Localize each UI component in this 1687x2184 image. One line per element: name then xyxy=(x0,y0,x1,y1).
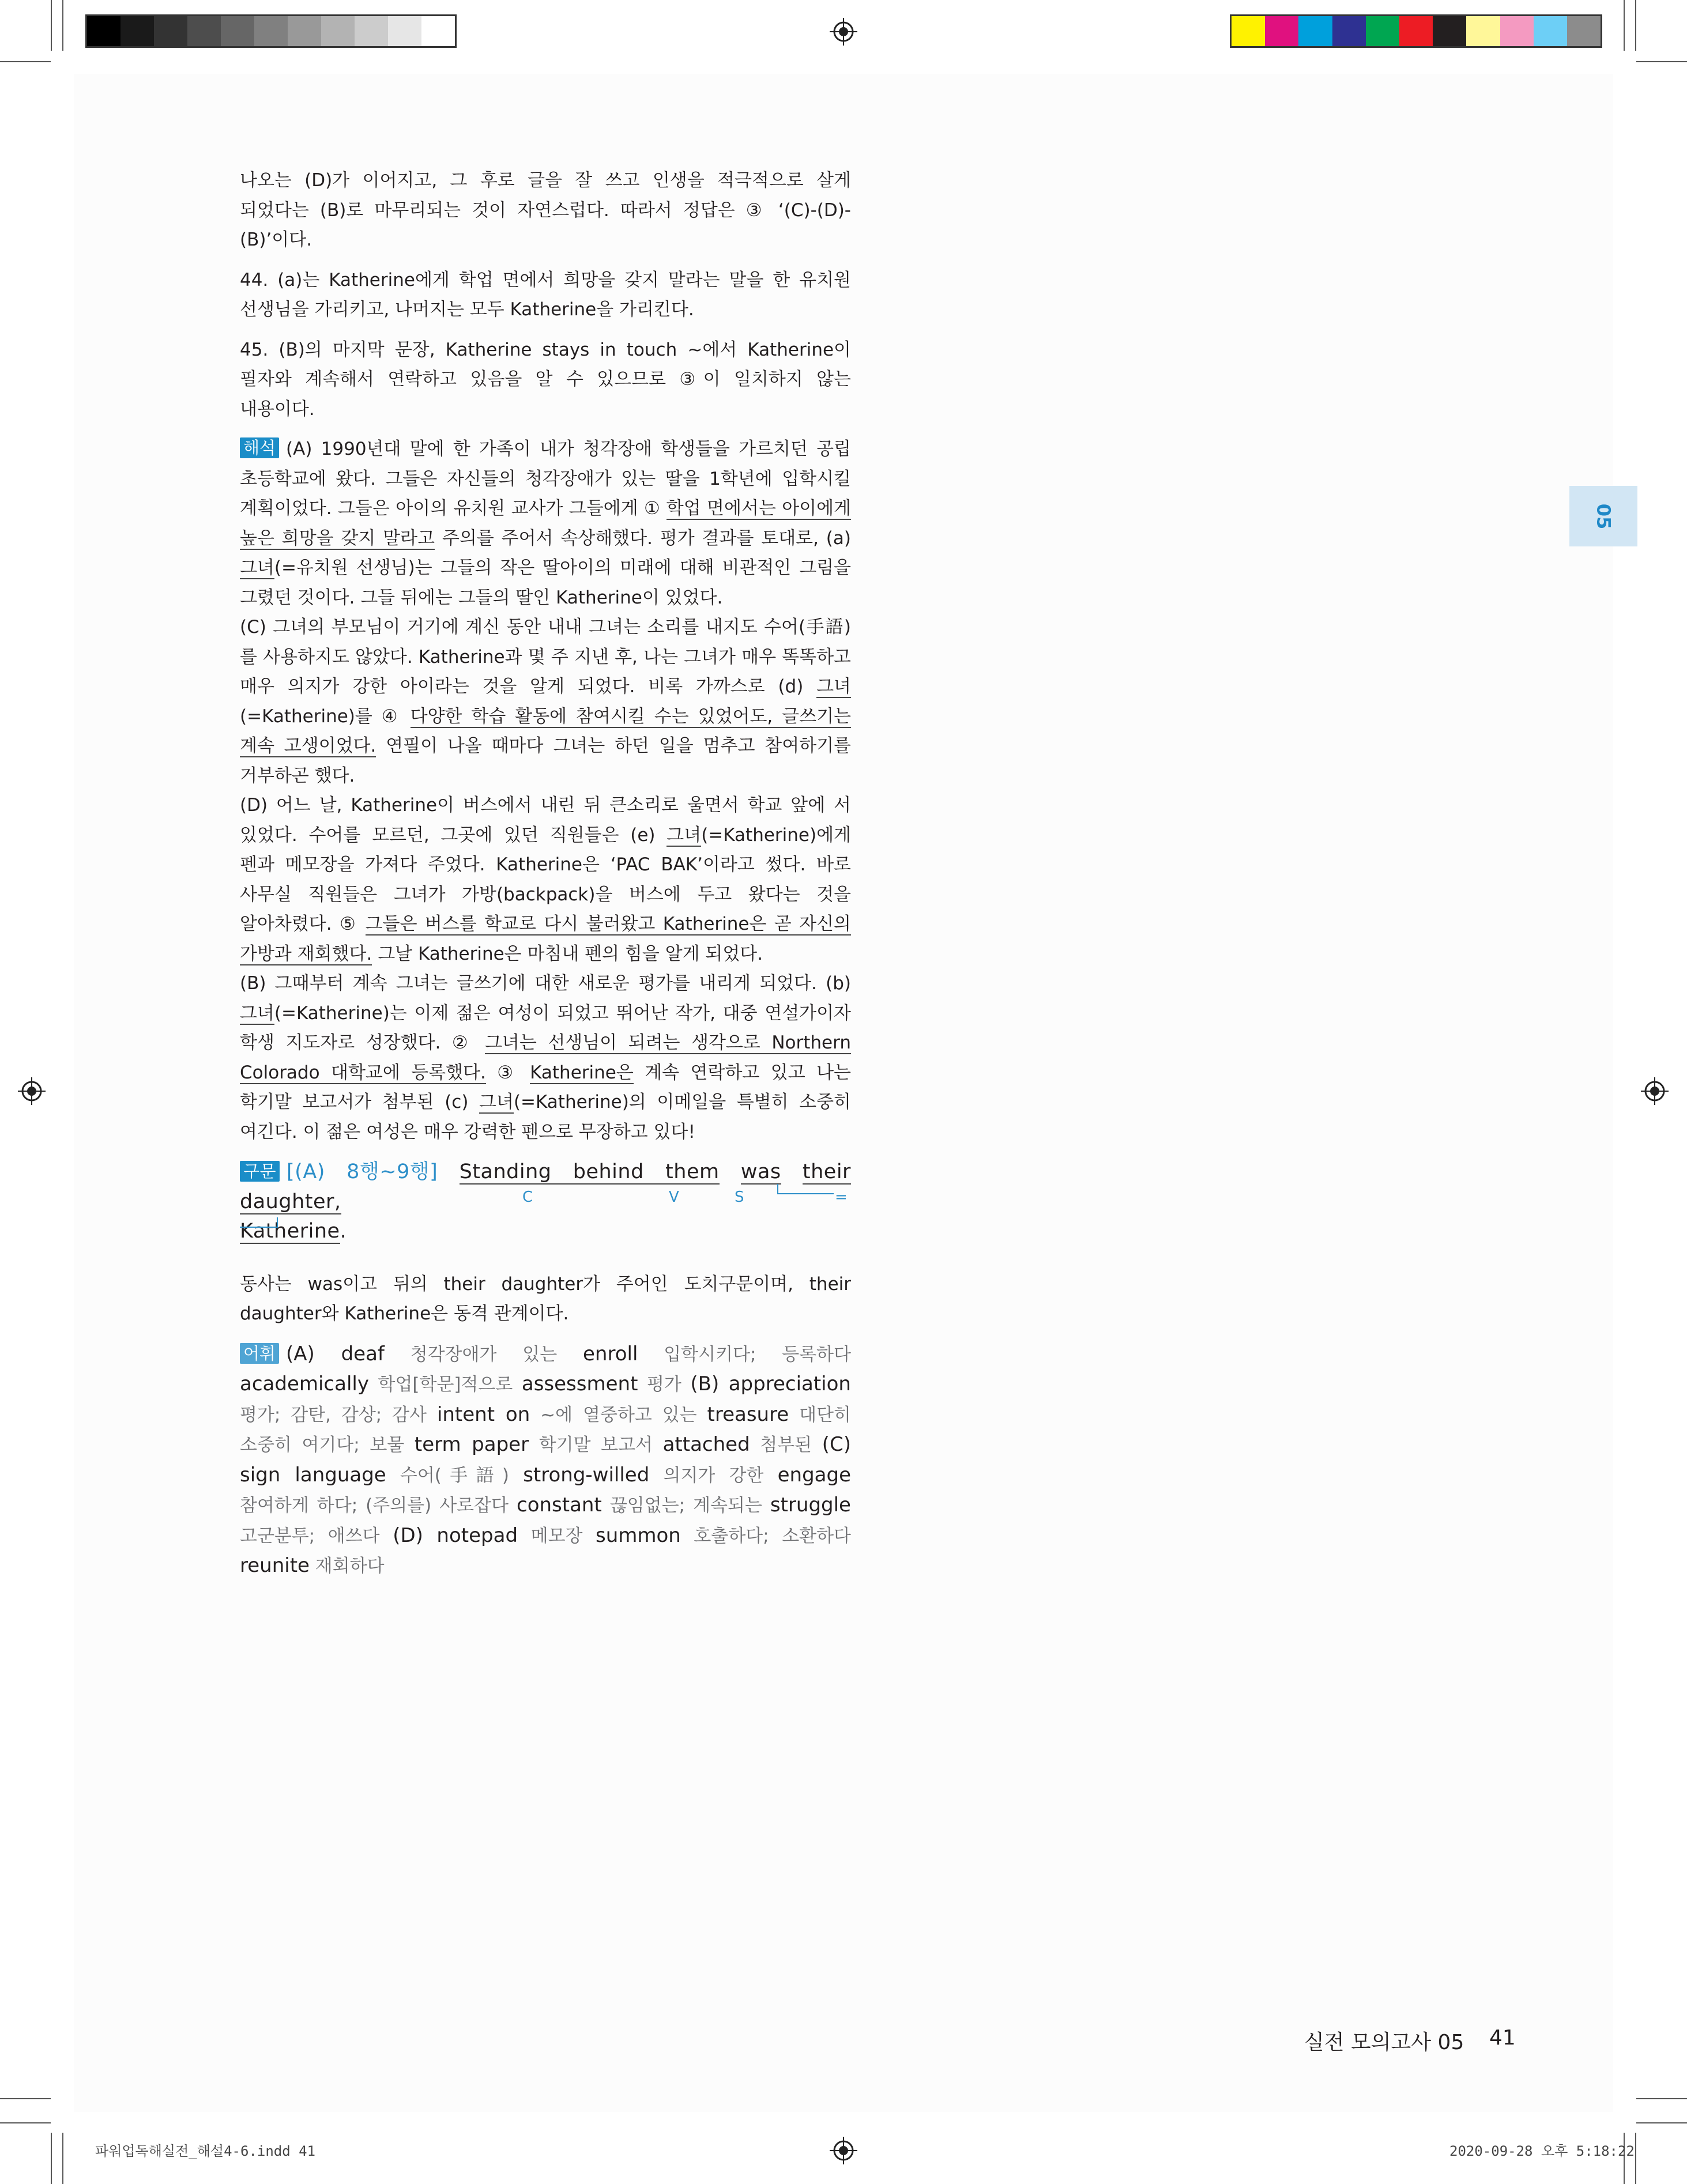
vocab-word: enroll xyxy=(583,1342,638,1366)
vocab-word: (B) appreciation xyxy=(690,1372,851,1395)
grammar-tag: 구문 xyxy=(240,1161,280,1182)
color-swatch xyxy=(1232,16,1265,46)
translation-paragraph-c: (C) 그녀의 부모님이 거기에 계신 동안 내내 그녀는 소리를 내지도 수어(手語)를 사용하지도 않았다. Katherine과 몇 주 지낸 후, 나는 그녀가 매우 똑똑하고 매우 의지가 강한 아이라는 것을 알게 되었다. 비록 가까스로 (d) 그녀(=Katherine)를 ④ 다양한 학습 활동에 참여시킬 수는 있었어도, 글쓰기는 계속 고생이었다. 연필이 나올 때마다 그녀는 하던 일을 멈추고 참여하기를 거부하곤 했다. xyxy=(240,617,852,786)
vocab-meaning: 수어(手語) xyxy=(386,1465,524,1486)
vocab-meaning: 참여하게 하다; (주의를) 사로잡다 xyxy=(240,1495,517,1516)
vocab-meaning: 학기말 보고서 xyxy=(529,1435,663,1455)
question-45-explanation: 45. (B)의 마지막 문장, Katherine stays in touch ~에서 Katherine이 필자와 계속해서 연락하고 있음을 알 수 있으므로 ③이 일치하지 않는 내용이다. xyxy=(240,339,851,420)
crop-mark xyxy=(1636,61,1687,62)
registration-mark-icon xyxy=(830,2137,857,2164)
grammar-explanation: 동사는 was이고 뒤의 their daughter가 주어인 도치구문이며, their daughter와 Katherine은 동격 관계이다. xyxy=(240,1273,851,1324)
color-swatch xyxy=(1534,16,1567,46)
grammar-subject: their daughter, xyxy=(240,1160,851,1213)
color-swatch xyxy=(288,16,321,46)
grammar-structure-line: 구문 [(A) 8행~9행] Standing behind them was their daughter, Katherine. C V S = xyxy=(240,1160,851,1243)
vocab-word: treasure xyxy=(707,1402,789,1426)
color-swatch xyxy=(355,16,388,46)
translation-paragraph-d: (D) 어느 날, Katherine이 버스에서 내린 뒤 큰소리로 울면서 학교 앞에 서 있었다. 수어를 모르던, 그곳에 있던 직원들은 (e) 그녀(=Katherine)에게 펜과 메모장을 가져다 주었다. Katherine은 ‘PAC BAK’이라고 썼다. 바로 사무실 직원들은 그녀가 가방(backpack)을 버스에 두고 왔다는 것을 알아차렸다. ⑤ 그들은 버스를 학교로 다시 불러왔고 Katherine은 곧 자신의 가방과 재회했다. 그날 Katherine은 마침내 펜의 힘을 알게 되었다. xyxy=(240,795,851,964)
page-number: 41 xyxy=(1489,2026,1516,2050)
vocab-word: (C) sign language xyxy=(240,1433,852,1487)
crop-mark xyxy=(1624,0,1625,51)
color-swatch xyxy=(388,16,421,46)
vocab-word: assessment xyxy=(521,1372,638,1395)
vocab-word: (D) notepad xyxy=(393,1523,518,1547)
vocab-meaning: 첨부된 xyxy=(750,1435,822,1455)
crop-mark xyxy=(62,2133,63,2184)
vocab-meaning: ~에 열중하고 있는 xyxy=(530,1404,707,1425)
color-swatch xyxy=(1399,16,1433,46)
registration-mark-icon xyxy=(18,1077,46,1105)
color-swatch xyxy=(254,16,288,46)
color-swatch xyxy=(321,16,355,46)
translation-paragraph-b: (B) 그때부터 계속 그녀는 글쓰기에 대한 새로운 평가를 내리게 되었다. (b) 그녀(=Katherine)는 이제 젊은 여성이 되었고 뛰어난 작가, 대중 연설가이자 학생 지도자로 성장했다. ② 그녀는 선생님이 되려는 생각으로 Northern Colorado 대학교에 등록했다. ③ Katherine은 계속 연락하고 있고 나는 학기말 보고서가 첨부된 (c) 그녀(=Katherine)의 이메일을 특별히 소중히 여긴다. 이 젊은 여성은 매우 강력한 펜으로 무장하고 있다! xyxy=(240,973,851,1142)
vocab-meaning: 재회하다 xyxy=(309,1556,385,1576)
crop-mark xyxy=(51,2133,52,2184)
color-swatch xyxy=(1332,16,1366,46)
vocab-meaning: 의지가 강한 xyxy=(649,1465,778,1486)
color-swatch xyxy=(1500,16,1534,46)
vocab-word: engage xyxy=(777,1463,851,1487)
color-swatch xyxy=(1265,16,1298,46)
crop-mark xyxy=(1636,2122,1687,2123)
label-s: S xyxy=(735,1189,745,1206)
color-bar xyxy=(1230,14,1602,48)
vocab-word: intent on xyxy=(436,1402,530,1426)
color-swatch xyxy=(154,16,187,46)
color-swatch xyxy=(120,16,154,46)
color-swatch xyxy=(221,16,254,46)
crop-mark xyxy=(1636,2098,1687,2099)
vocab-word: summon xyxy=(596,1523,681,1547)
color-swatch xyxy=(87,16,120,46)
vocab-meaning: 대단히 소중히 여기다; 보물 xyxy=(240,1404,851,1455)
crop-mark xyxy=(0,2098,51,2099)
explanation-paragraph: 나오는 (D)가 이어지고, 그 후로 글을 잘 쓰고 인생을 적극적으로 살게 되었다는 (B)로 마무리되는 것이 자연스럽다. 따라서 정답은 ③ ‘(C)-(D)-(B)’이다. xyxy=(240,170,851,250)
vocab-meaning: 청각장애가 있는 xyxy=(384,1344,583,1365)
vocab-meaning: 호출하다; 소환하다 xyxy=(680,1525,851,1546)
vocab-word: constant xyxy=(517,1493,602,1517)
crop-mark xyxy=(62,0,63,51)
color-swatch xyxy=(187,16,221,46)
color-swatch xyxy=(1298,16,1332,46)
answer-explanation-body xyxy=(240,166,851,1582)
translation-tag: 해석 xyxy=(240,437,279,458)
appositive-bracket xyxy=(777,1184,834,1194)
vocab-word: struggle xyxy=(770,1493,851,1517)
label-c: C xyxy=(522,1189,533,1206)
vocabulary-list xyxy=(240,1340,851,1582)
grayscale-bar xyxy=(85,14,457,48)
color-swatch xyxy=(421,16,455,46)
crop-mark xyxy=(0,61,51,62)
question-44-explanation: 44. (a)는 Katherine에게 학업 면에서 희망을 갖지 말라는 말을 한 유치원 선생님을 가리키고, 나머지는 모두 Katherine을 가리킨다. xyxy=(240,269,851,320)
appositive-bracket xyxy=(240,1217,278,1228)
crop-mark xyxy=(1635,2133,1636,2184)
section-side-tab: 05 xyxy=(1569,486,1637,546)
grammar-reference: [(A) 8행~9행] xyxy=(287,1160,438,1183)
crop-mark xyxy=(0,2122,51,2123)
grammar-complement: Standing behind them xyxy=(459,1160,720,1183)
crop-mark xyxy=(51,0,52,51)
label-eq: = xyxy=(835,1189,848,1206)
vocab-word: (A) deaf xyxy=(286,1342,385,1366)
slug-timestamp: 2020-09-28 오후 5:18:22 xyxy=(1449,2143,1635,2159)
slug-filename: 파워업독해실전_해설4-6.indd 41 xyxy=(95,2143,316,2159)
vocab-tag: 어휘 xyxy=(240,1343,279,1364)
crop-mark xyxy=(1635,0,1636,51)
vocab-word: reunite xyxy=(240,1554,310,1577)
registration-mark-icon xyxy=(830,18,857,46)
vocab-meaning: 학업[학문]적으로 xyxy=(368,1374,522,1395)
grammar-verb: was xyxy=(740,1160,781,1183)
grammar-appositive: Katherine xyxy=(240,1220,340,1243)
vocab-word: academically xyxy=(240,1372,369,1395)
vocab-word: strong-willed xyxy=(523,1463,650,1487)
vocab-meaning: 끊임없는; 계속되는 xyxy=(601,1495,770,1516)
vocab-meaning: 입학시키다; 등록하다 xyxy=(638,1344,852,1365)
vocab-word: term paper xyxy=(414,1433,529,1456)
vocab-word: attached xyxy=(662,1433,750,1456)
translation-paragraph-a: 해석 (A) 1990년대 말에 한 가족이 내가 청각장애 학생들을 가르치던 공립 초등학교에 왔다. 그들은 자신들의 청각장애가 있는 딸을 1학년에 입학시킬 계획이었다. 그들은 아이의 유치원 교사가 그들에게 ① 학업 면에서는 아이에게 높은 희망을 갖지 말라고 주의를 주어서 속상해했다. 평가 결과를 토대로, (a) 그녀(=유치원 선생님)는 그들의 작은 딸아이의 미래에 대해 비관적인 그림을 그렸던 것이다. 그들 뒤에는 그들의 딸인 Katherine이 있었다. xyxy=(240,438,851,608)
color-swatch xyxy=(1567,16,1601,46)
vocab-meaning: 평가 xyxy=(638,1374,691,1395)
color-swatch xyxy=(1466,16,1500,46)
color-swatch xyxy=(1366,16,1399,46)
label-v: V xyxy=(669,1189,680,1206)
vocab-meaning: 평가; 감탄, 감상; 감사 xyxy=(240,1404,437,1425)
color-swatch xyxy=(1433,16,1466,46)
footer-section-title: 실전 모의고사 05 xyxy=(1304,2031,1464,2054)
vocab-meaning: 메모장 xyxy=(518,1525,596,1546)
vocab-meaning: 고군분투; 애쓰다 xyxy=(240,1525,393,1546)
registration-mark-icon xyxy=(1641,1077,1669,1105)
